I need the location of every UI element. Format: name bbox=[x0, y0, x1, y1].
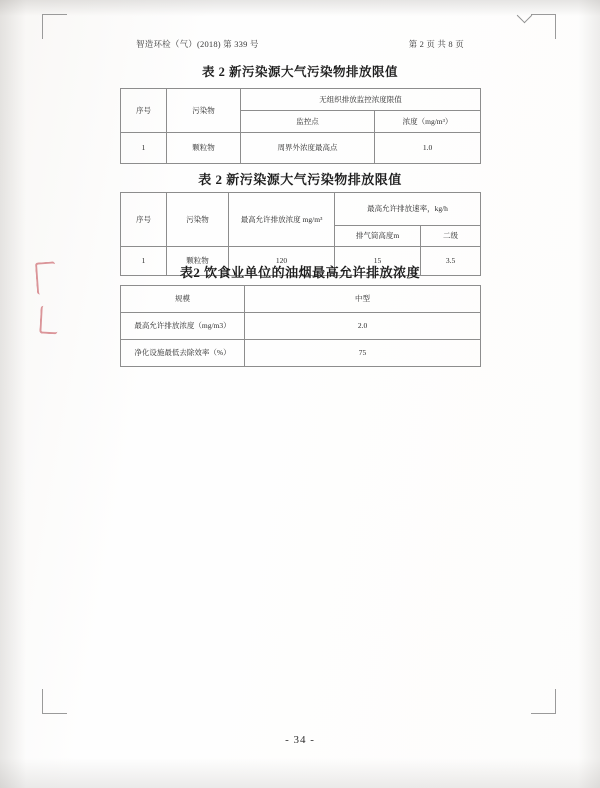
table-2-header-grade-2: 二级 bbox=[421, 226, 481, 247]
table-row bbox=[121, 89, 481, 111]
table-2-header-pollutant: 污染物 bbox=[167, 193, 229, 247]
table-row bbox=[121, 133, 481, 164]
table-1-header-pollutant: 污染物 bbox=[167, 89, 241, 133]
table-1-cell-pollutant: 颗粒物 bbox=[167, 133, 241, 164]
page-header bbox=[0, 38, 600, 50]
table-2-cell-grade-2: 3.5 bbox=[421, 247, 481, 276]
table-3-value-scale: 中型 bbox=[245, 286, 481, 313]
table-2-cell-pollutant: 颗粒物 bbox=[167, 247, 229, 276]
table-row bbox=[121, 193, 481, 226]
table-catering-fume-limits bbox=[120, 285, 481, 367]
table-2-header-stack-height: 排气筒高度m bbox=[335, 226, 421, 247]
table-row bbox=[121, 313, 481, 340]
document-number: 智造环检（气）(2018) 第 339 号 bbox=[136, 39, 259, 49]
scan-edge-shadow-right bbox=[578, 0, 600, 788]
table-3-value-min-removal-efficiency: 75 bbox=[245, 340, 481, 367]
page-indicator: 第 2 页 共 8 页 bbox=[408, 39, 464, 49]
registration-tick-icon bbox=[517, 8, 533, 24]
crop-mark-top-right bbox=[531, 14, 556, 39]
page-number-footer: - 34 - bbox=[285, 734, 315, 746]
table-2-cell-stack-height: 15 bbox=[335, 247, 421, 276]
table-row bbox=[121, 286, 481, 313]
table-2-title: 表 2 新污染源大气污染物排放限值 bbox=[198, 172, 402, 187]
crop-mark-top-left bbox=[42, 14, 67, 39]
table-3-label-scale: 规模 bbox=[121, 286, 245, 313]
table-new-source-air-pollutant-unorganized bbox=[120, 88, 481, 164]
table-2-header-max-concentration: 最高允许排放浓度 mg/m³ bbox=[229, 193, 335, 247]
table-2-header-serial: 序号 bbox=[121, 193, 167, 247]
table-row bbox=[121, 340, 481, 367]
table-1-header-serial: 序号 bbox=[121, 89, 167, 133]
table-1-header-concentration: 浓度（mg/m³） bbox=[375, 111, 481, 133]
table-1-header-monitoring-point: 监控点 bbox=[241, 111, 375, 133]
table-3-label-max-concentration: 最高允许排放浓度（mg/m3） bbox=[121, 313, 245, 340]
table-3-title: 表2 饮食业单位的油烟最高允许排放浓度 bbox=[179, 265, 421, 280]
table-2-header-max-rate: 最高允许排放速率，kg/h bbox=[335, 193, 481, 226]
table-1-cell-monitoring-point: 周界外浓度最高点 bbox=[241, 133, 375, 164]
table-3-value-max-concentration: 2.0 bbox=[245, 313, 481, 340]
table-1-cell-serial: 1 bbox=[121, 133, 167, 164]
table-1-group-header: 无组织排放监控浓度限值 bbox=[241, 89, 481, 111]
table-1-cell-concentration: 1.0 bbox=[375, 133, 481, 164]
scan-edge-shadow-top bbox=[0, 0, 600, 16]
table-3-label-min-removal-efficiency: 净化设施最低去除效率（%） bbox=[121, 340, 245, 367]
table-2-cell-concentration: 120 bbox=[229, 247, 335, 276]
crop-mark-bottom-right bbox=[531, 689, 556, 714]
table-1-title: 表 2 新污染源大气污染物排放限值 bbox=[201, 65, 398, 79]
scan-edge-shadow-left bbox=[0, 0, 26, 788]
crop-mark-bottom-left bbox=[42, 689, 67, 714]
scan-edge-shadow-bottom bbox=[0, 758, 600, 788]
table-2-cell-serial: 1 bbox=[121, 247, 167, 276]
